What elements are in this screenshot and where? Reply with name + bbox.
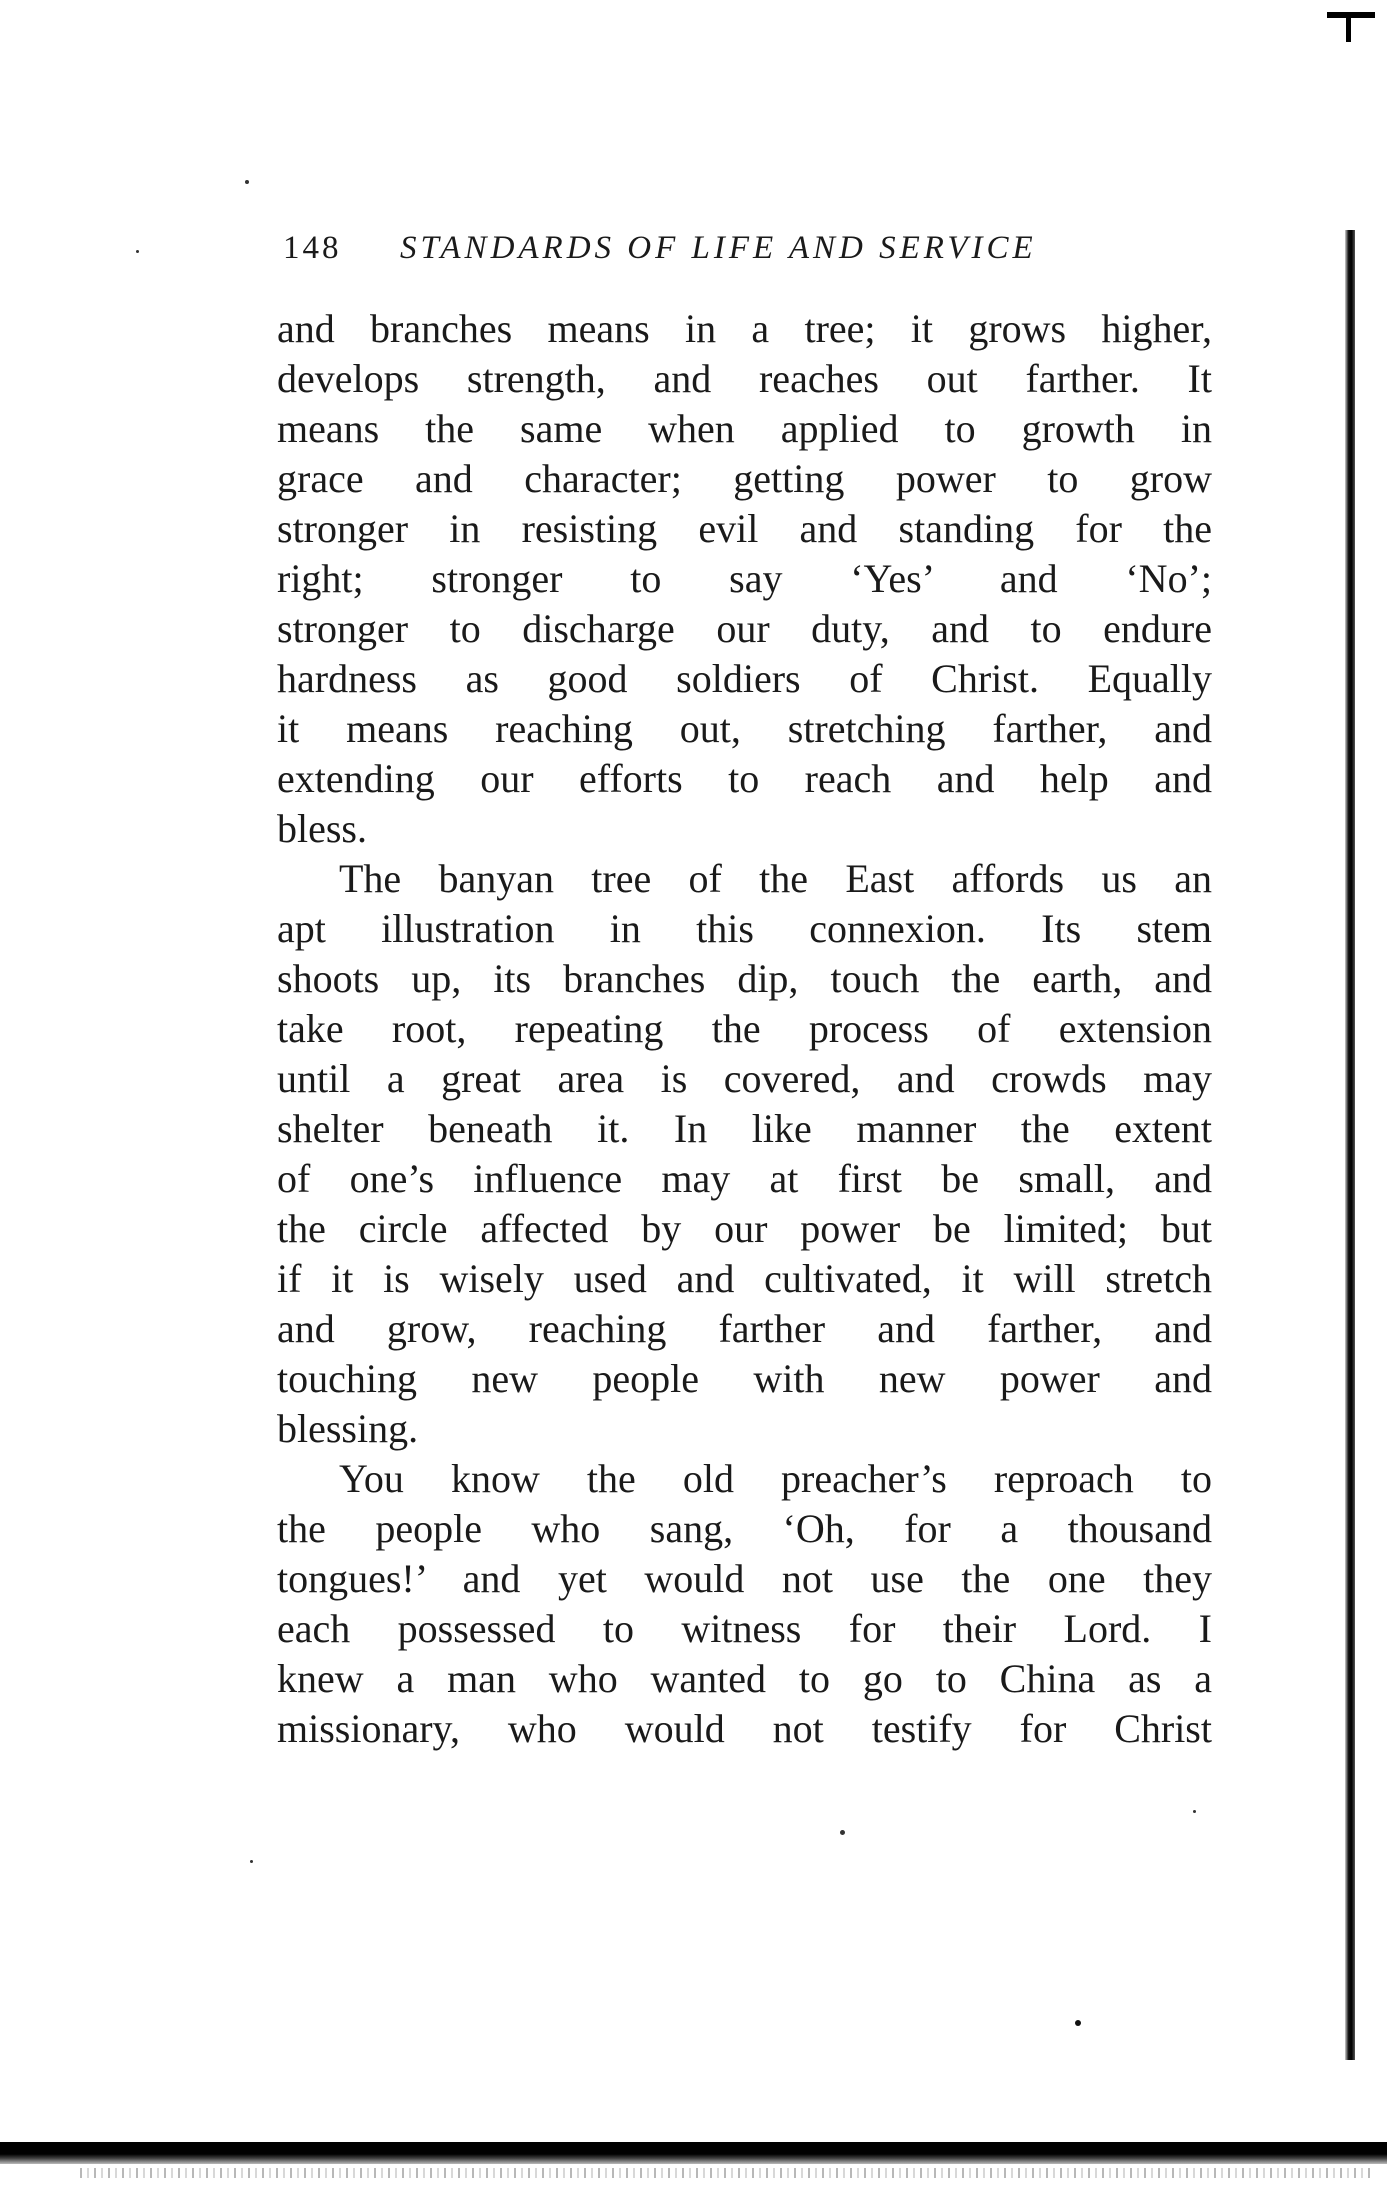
text-line: of one’s influence may at first be small, and [277,1156,1212,1201]
text-line: apt illustration in this connexion. Its stem [277,906,1212,951]
scan-speck [245,180,249,184]
text-line: tongues!’ and yet would not use the one they [277,1556,1212,1601]
text-line: You know the old preacher’s reproach to [339,1456,1212,1501]
text-line: until a great area is covered, and crowds may [277,1056,1212,1101]
scan-edge-mark [1327,12,1375,18]
text-line: and grow, reaching farther and farther, and [277,1306,1212,1351]
text-line: stronger to discharge our duty, and to endure [277,606,1212,651]
body-text [277,304,1212,1754]
text-line: the people who sang, ‘Oh, for a thousand [277,1506,1212,1551]
text-line: extending our efforts to reach and help and [277,756,1212,801]
page-bottom-edge [0,2142,1387,2164]
text-line: bless. [277,806,367,851]
scan-speck [250,1860,253,1863]
running-title: STANDARDS OF LIFE AND SERVICE [400,230,1037,266]
text-line: each possessed to witness for their Lord. I [277,1606,1212,1651]
page-right-edge [1345,230,1355,2060]
text-line: develops strength, and reaches out farther. It [277,356,1212,401]
text-line: grace and character; getting power to grow [277,456,1212,501]
scan-speck [840,1830,845,1835]
text-line: shoots up, its branches dip, touch the earth, and [277,956,1212,1001]
text-line: means the same when applied to growth in [277,406,1212,451]
text-line: the circle affected by our power be limited; but [277,1206,1212,1251]
text-line: stronger in resisting evil and standing for the [277,506,1212,551]
text-line: it means reaching out, stretching farther, and [277,706,1212,751]
text-line: shelter beneath it. In like manner the extent [277,1106,1212,1151]
text-line: knew a man who wanted to go to China as a [277,1656,1212,1701]
text-line: hardness as good soldiers of Christ. Equally [277,656,1212,701]
text-line: and branches means in a tree; it grows higher, [277,306,1212,351]
page-header [283,230,1223,278]
text-line: right; stronger to say ‘Yes’ and ‘No’; [277,556,1212,601]
scan-speck [136,250,139,253]
text-line: take root, repeating the process of extension [277,1006,1212,1051]
scan-speck [1075,2020,1081,2026]
text-line: blessing. [277,1406,419,1451]
text-line: missionary, who would not testify for Christ [277,1706,1212,1751]
scan-speck [1193,1810,1196,1813]
scan-edge-mark [1346,12,1351,42]
text-line: touching new people with new power and [277,1356,1212,1401]
text-line: The banyan tree of the East affords us an [339,856,1212,901]
text-line: if it is wisely used and cultivated, it will stretch [277,1256,1212,1301]
page-number: 148 [283,230,342,266]
page-bottom-noise [80,2168,1370,2178]
